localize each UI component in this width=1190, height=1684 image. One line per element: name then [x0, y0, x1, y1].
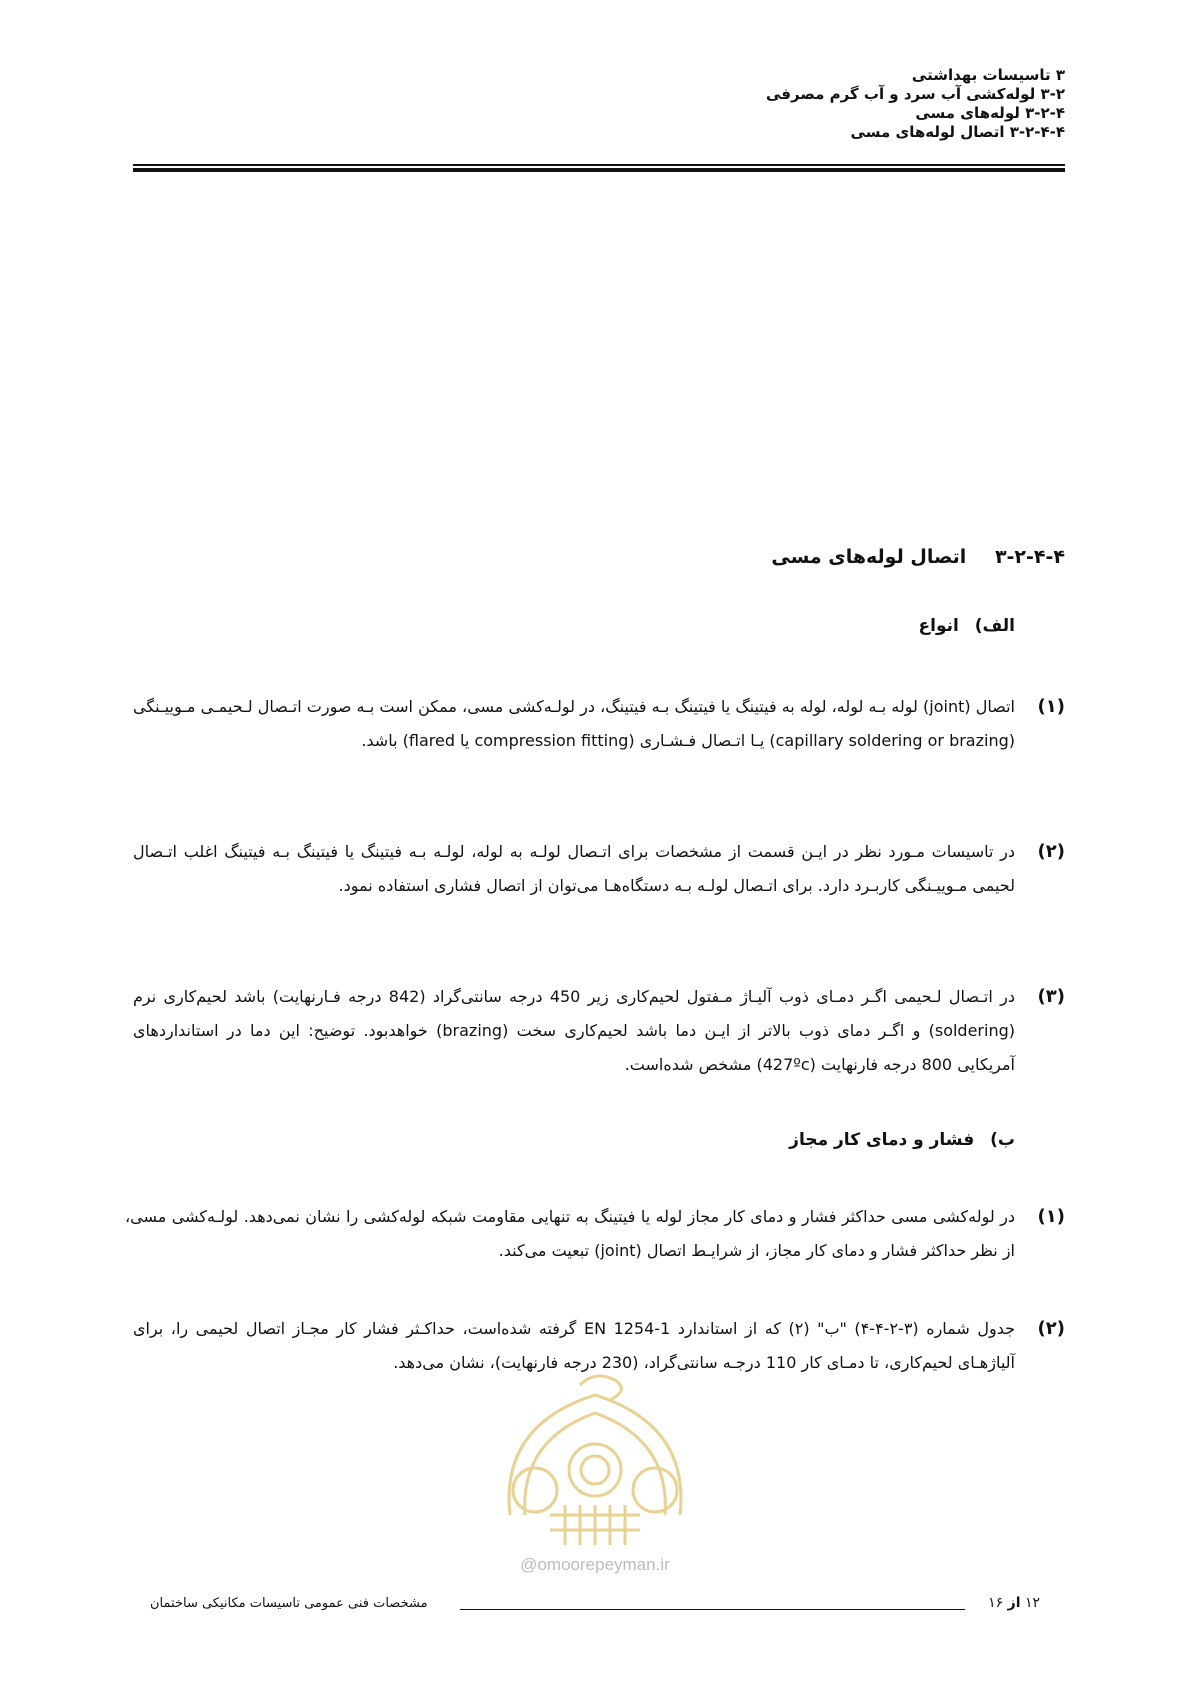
page-number — [988, 1595, 1040, 1611]
list-item-a3 — [133, 980, 1065, 1082]
subheading-b-title: فشار و دمای کار مجاز — [789, 1130, 975, 1150]
page-current: ۱۲ — [1024, 1595, 1040, 1611]
subheading-a — [919, 616, 1015, 636]
header-subsection: ۳-۲-۴ لوله‌های مسی — [915, 104, 1065, 122]
page-of: از — [1007, 1595, 1021, 1611]
header-rule-thick — [133, 168, 1065, 172]
page-total: ۱۶ — [988, 1595, 1004, 1611]
subheading-a-title: انواع — [918, 616, 959, 636]
running-header — [365, 66, 1065, 142]
item-number: (۱) — [1037, 1206, 1065, 1227]
item-number: (۲) — [1037, 841, 1065, 862]
watermark-seal-icon — [480, 1365, 710, 1550]
item-text: در تاسیسات مـورد نظر در ایـن قسمت از مشخصات برای اتـصال لولـه به لوله، لولـه بـه فیتینگ یا فیتینگ بـه فیتینگ اغلب اتـصال لحیمی مـوییـنگی کاربـرد دارد. برای اتـصال لولـه بـه دستگاه‌هـا می‌توان از اتصال فشاری استفاده نمود. — [133, 842, 1015, 895]
item-text: در اتـصال لـحیمی اگـر دمـای ذوب آلیـاژ مـفتول لحیم‌کاری زیر 450 درجه سانتی‌گراد (842 درجه فـارنهایت) باشد لحیم‌کاری نرم (soldering) و اگـر دمای ذوب بالاتر از ایـن دما باشد لحیم‌کاری سخت (brazing) خواهدبود. توضیح: این دما در استانداردهای آمریکایی 800 درجه فارنهایت (427ºc) مشخص شده‌است. — [133, 987, 1016, 1074]
list-item-a1 — [133, 690, 1065, 758]
header-topic: ۳-۲-۴-۴ اتصال لوله‌های مسی — [850, 123, 1065, 141]
section-heading — [771, 546, 1065, 568]
subheading-b — [789, 1130, 1015, 1150]
item-number: (۲) — [1037, 1318, 1065, 1339]
header-section: ۳-۲ لوله‌کشی آب سرد و آب گرم مصرفی — [765, 85, 1065, 103]
item-number: (۱) — [1037, 696, 1065, 717]
footer-rule — [460, 1609, 965, 1610]
item-text: اتصال (joint) لوله بـه لوله، لوله به فیتینگ یا فیتینگ بـه فیتینگ، در لولـه‌کشی مسی، ممکن است بـه صورت اتـصال لـحیمـی مـوییـنگی (capillary soldering or brazing) یـا اتـصال فـشـاری (compression fitting یا flared) باشد. — [133, 697, 1015, 750]
item-text: جدول شماره (۳-۲-۴-۴) "ب" (۲) که از استاندارد EN 1254-1 گرفته شده‌است، حداکـثر فشار کار مجـاز اتصال لحیمی را، برای آلیاژهـای لحیم‌کاری، تا دمـای کار 110 درجـه سانتی‌گراد، (230 درجه فارنهایت)، نشان می‌دهد. — [133, 1319, 1016, 1372]
subheading-b-letter: ب) — [990, 1130, 1015, 1150]
section-number: ۳-۲-۴-۴ — [994, 546, 1065, 568]
page-footer — [150, 1596, 1040, 1620]
footer-title: مشخصات فنی عمومی تاسیسات مکانیکی ساختمان — [150, 1596, 428, 1611]
list-item-a2 — [133, 835, 1065, 903]
list-item-b1 — [125, 1200, 1065, 1268]
header-rule-thin — [133, 164, 1065, 166]
section-title: اتصال لوله‌های مسی — [771, 546, 967, 568]
header-chapter: ۳ تاسیسات بهداشتی — [911, 66, 1065, 84]
item-text: در لوله‌کشی مسی حداکثر فشار و دمای کار مجاز لوله یا فیتینگ به تنهایی مقاومت شبکه لوله‌کشی را نشان نمی‌دهد. لولـه‌کشی مسی، از نظر حداکثر فشار و دمای کار مجاز، از شرایـط اتصال (joint) تبعیت می‌کند. — [125, 1207, 1015, 1260]
subheading-a-letter: الف) — [974, 616, 1015, 636]
item-number: (۳) — [1037, 986, 1065, 1007]
watermark-site: @omoorepeyman.ir — [520, 1555, 670, 1574]
